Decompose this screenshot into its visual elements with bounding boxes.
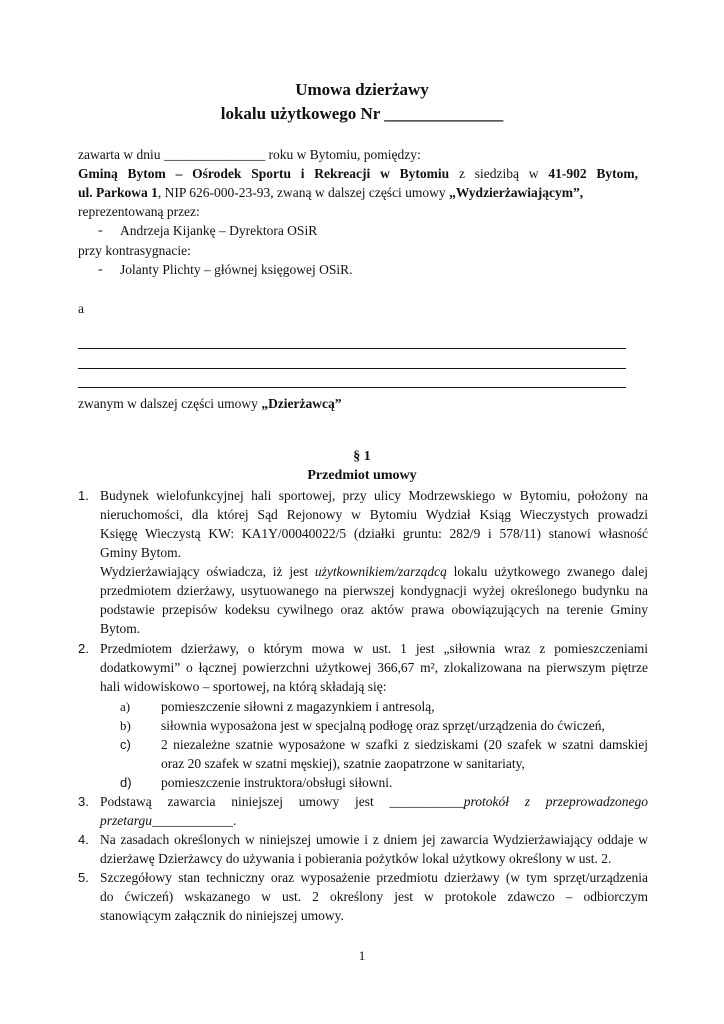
item-1-line-4: Gminy Bytom.	[100, 545, 182, 560]
item-3-line-1	[100, 793, 648, 812]
item-1-para2-line-4: Bytom.	[100, 621, 141, 636]
lessee-role-line	[78, 395, 638, 413]
item-1-line-2: nieruchomości, dla której Sąd Rejonowy w Bytomiu Wydział Ksiąg Wieczystych prowadzi	[100, 507, 648, 522]
countersign-label: przy kontrasygnacie:	[78, 243, 191, 258]
item-4-line-1: Na zasadach określonych w niniejszej umowie i z dniem jej zawarcia Wydzierżawiający oddaje w	[100, 832, 648, 847]
lessor-street: ul. Parkowa 1	[78, 185, 158, 200]
lessee-prefix: zwanym w dalszej części umowy	[78, 396, 262, 411]
item-5-line-3: stanowiącym załącznik do niniejszej umowy.	[100, 908, 344, 923]
lessor-line-1	[78, 165, 638, 183]
subitem-c-text-2: oraz 20 szafek w szatni męskiej), szatnie zaopatrzone w sanitariaty,	[161, 756, 525, 771]
para2-italic: użytkownikiem/zarządcą	[314, 564, 447, 579]
item-1-line-1: Budynek wielofunkcyjnej hali sportowej, przy ulicy Modrzewskiego w Bytomiu, położony na	[100, 488, 648, 503]
section-symbol: § 1	[353, 449, 371, 464]
item-1-para2-line-1	[100, 563, 648, 582]
rep-dash: -	[98, 223, 103, 238]
item-3-italic: protokół z przeprowadzonego	[463, 794, 648, 809]
document-subtitle: lokalu użytkowego Nr ______________	[220, 104, 504, 123]
para2-post: lokalu użytkowego zwanego dalej	[446, 564, 648, 579]
item-3-blank: ___________	[389, 794, 464, 809]
subitem-b-text: siłownia wyposażona jest w specjalną podłogę oraz sprzęt/urządzenia do ćwiczeń,	[161, 718, 605, 733]
item-1-line-3: Księgę Wieczystą KW: KA1Y/00040022/5 (działki gruntu: 282/9 i 578/11) stanowi własność	[100, 526, 648, 541]
lessor-role: „Wydzierżawiającym”,	[449, 185, 584, 200]
item-2-number: 2.	[78, 641, 89, 656]
item-5-line-1: Szczegółowy stan techniczny oraz wyposażenie przedmiotu dzierżawy (w tym sprzęt/urządzenia	[100, 870, 648, 885]
subitem-a-text: pomieszczenie siłowni z magazynkiem i antresolą,	[161, 699, 435, 714]
subitem-a-letter: a)	[120, 699, 131, 714]
item-3-post: ____________.	[152, 813, 237, 828]
item-3-number: 3.	[78, 794, 89, 809]
lessor-seat-text: z siedzibą w	[458, 166, 539, 181]
lessor-name: Gminą Bytom – Ośrodek Sportu i Rekreacji w Bytomiu	[78, 166, 450, 181]
representative: Andrzeja Kijankę – Dyrektora OSiR	[120, 223, 318, 238]
section-heading: Przedmiot umowy	[307, 468, 417, 483]
document-title: Umowa dzierżawy	[295, 80, 429, 99]
lessor-nip-text: , NIP 626-000-23-93, zwaną w dalszej części umowy	[157, 185, 446, 200]
item-1-para2-line-2: przedmiotem dzierżawy, usytuowanego na pierwszej kondygnacji wyżej określonego budynku na	[100, 583, 648, 598]
item-2-line-1: Przedmiotem dzierżawy, o którym mowa w ust. 1 jest „siłownia wraz z pomieszczeniami	[100, 641, 648, 656]
lessor-address: 41-902 Bytom,	[548, 166, 639, 181]
lessee-blank-line-3	[78, 387, 626, 388]
item-1-number: 1.	[78, 488, 89, 503]
lessee-blank-line-1	[78, 348, 626, 349]
counter-dash: -	[98, 262, 103, 277]
item-4-line-2: dzierżawę Dzierżawcy do używania i pobierania pożytków lokal użytkowy określony w ust. 2.	[100, 851, 612, 866]
item-2-line-2: dodatkowymi” o łącznej powierzchni użytkowej 366,67 m², zlokalizowana na pierwszym piętrze	[100, 660, 648, 675]
subitem-c-letter: c)	[120, 737, 131, 752]
page-number: 1	[358, 948, 366, 963]
item-3-pre: Podstawą zawarcia niniejszej umowy jest	[100, 794, 390, 809]
subitem-d-letter: d)	[120, 775, 132, 790]
countersigner: Jolanty Plichty – głównej księgowej OSiR.	[120, 262, 353, 277]
represented-by: reprezentowaną przez:	[78, 204, 200, 219]
lessee-blank-line-2	[78, 368, 626, 369]
and-word: a	[78, 301, 84, 316]
subitem-c-text-1: 2 niezależne szatnie wyposażone w szafki z siedziskami (20 szafek w szatni damskiej	[161, 737, 648, 752]
subitem-d-text: pomieszczenie instruktora/obsługi siłowni.	[161, 775, 393, 790]
item-5-line-2: do ćwiczeń) wskazanego w ust. 2 określony jest w protokole zdawczo – odbiorczym	[100, 889, 648, 904]
item-2-line-3: hali widowiskowo – sportowej, na którą składają się:	[100, 679, 387, 694]
item-5-number: 5.	[78, 870, 89, 885]
lessor-line-2	[78, 184, 648, 202]
contract-date-line: zawarta w dniu _______________ roku w Bytomiu, pomiędzy:	[78, 147, 421, 162]
item-4-number: 4.	[78, 832, 89, 847]
para2-pre: Wydzierżawiający oświadcza, iż jest	[100, 564, 315, 579]
item-3-italic-2: przetargu	[100, 813, 153, 828]
item-1-para2-line-3: podstawie przepisów kodeksu cywilnego oraz aktów prawa obowiązujących na terenie Gminy	[100, 602, 648, 617]
subitem-b-letter: b)	[120, 718, 131, 733]
lessee-role: „Dzierżawcą”	[261, 396, 342, 411]
item-3-line-2	[100, 812, 648, 831]
